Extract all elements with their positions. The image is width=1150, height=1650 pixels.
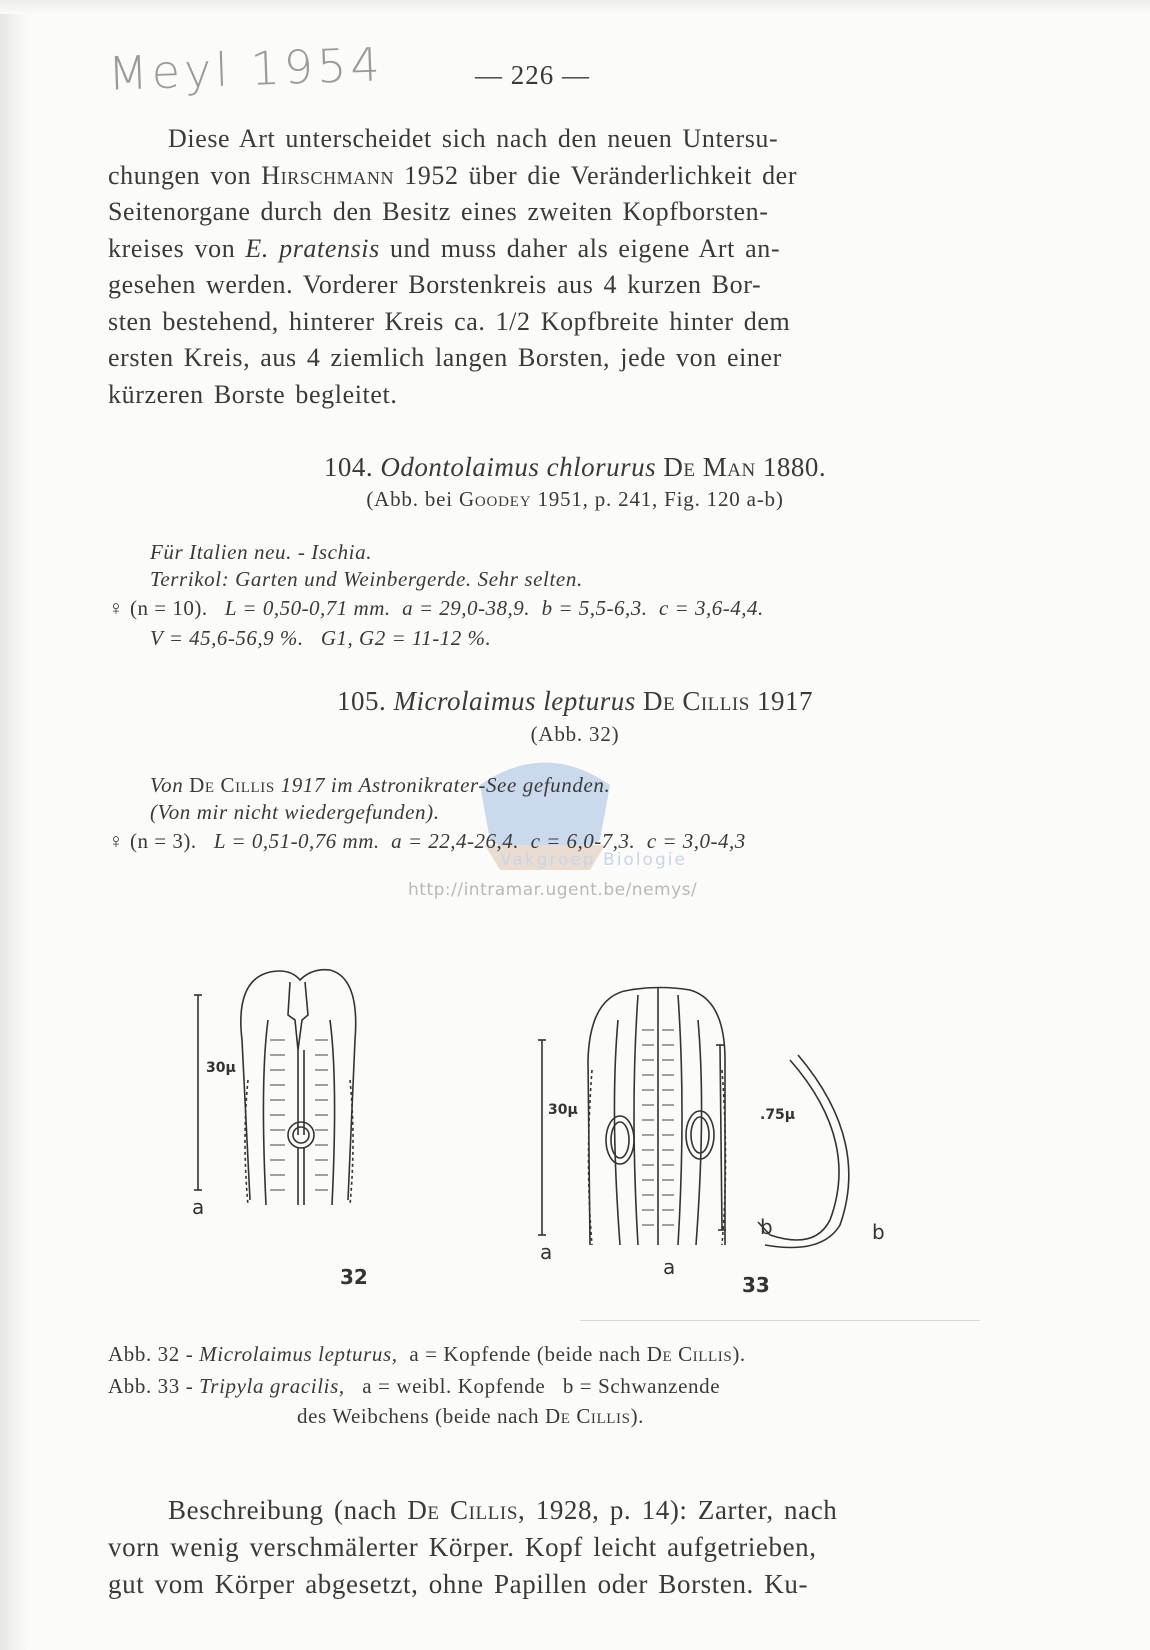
species-name: Microlaimus lepturus,: [199, 1342, 398, 1366]
figure-33-scale-b-label: .75µ: [760, 1107, 796, 1123]
author-name: De Cillis: [407, 1495, 519, 1525]
watermark-text: Vakgroep Biologie: [500, 850, 687, 870]
species-105-not-refound: (Von mir nicht wiedergefunden).: [150, 800, 440, 824]
description-paragraph: [108, 1492, 988, 1603]
species-104-heading: 104. Odontolaimus chlorurus De Man 1880.: [323, 452, 827, 482]
caption-abb-32: Abb. 32 - Microlaimus lepturus, a = Kopfende (beide nach De Cillis).: [108, 1342, 746, 1366]
head-outline: [588, 988, 725, 1246]
figure-32-number: 32: [340, 1265, 368, 1289]
scan-shadow-left: [0, 0, 28, 1650]
figure-32-scale-label: 30µ: [206, 1060, 236, 1076]
text-line: vorn wenig verschmälerter Körper. Kopf leicht aufgetrieben,: [108, 1532, 817, 1562]
figure-33-part-label-b: b: [872, 1220, 885, 1244]
figure-32-part-label: a: [192, 1195, 205, 1219]
figure-33-drawing: [530, 960, 900, 1250]
species-105-figure-ref: (Abb. 32): [530, 722, 620, 746]
text-line: ersten Kreis, aus 4 ziemlich langen Borsten, jede von einer: [108, 343, 782, 372]
species-104-locality: Für Italien neu. - Ischia.: [150, 540, 373, 564]
caption-abb-33: Abb. 33 - Tripyla gracilis, a = weibl. Kopfende b = Schwanzende: [108, 1374, 721, 1398]
text-line: gut vom Körper abgesetzt, ohne Papillen oder Borsten. Ku-: [108, 1569, 809, 1599]
figure-33-scale-a-label: 30µ: [548, 1102, 578, 1118]
author-name: De Cillis: [642, 686, 750, 716]
female-symbol: ♀: [108, 596, 125, 620]
text-line: kürzeren Borste begleitet.: [108, 379, 398, 409]
species-104-measurements-2: V = 45,6-56,9 %. G1, G2 = 11-12 %.: [150, 626, 492, 650]
text-line: Seitenorgane durch den Besitz eines zweiten Kopfborsten-: [108, 197, 769, 226]
text-line: Beschreibung (nach De Cillis, 1928, p. 14): Zarter, nach: [168, 1495, 838, 1525]
species-105-heading: 105. Microlaimus lepturus De Cillis 1917: [336, 686, 814, 716]
species-name: E. pratensis: [245, 233, 380, 263]
species-105-found: Von De Cillis 1917 im Astronikrater-See gefunden.: [150, 773, 611, 797]
species-105-measurements: ♀ (n = 3). L = 0,51-0,76 mm. a = 22,4-26,4. c = 6,0-7,3. c = 3,0-4,3: [108, 829, 746, 853]
species-name: Tripyla gracilis,: [199, 1374, 345, 1398]
figure-33-scale-a-part-label: a: [540, 1240, 553, 1264]
text-line: kreises von E. pratensis und muss daher als eigene Art an-: [108, 233, 781, 263]
species-104-reference: (Abb. bei Goodey 1951, p. 241, Fig. 120 a-b): [366, 487, 784, 511]
text-line: chungen von Hirschmann 1952 über die Veränderlichkeit der: [108, 160, 798, 190]
handwritten-annotation: Meyl 1954: [107, 37, 385, 101]
author-name: De Man: [663, 452, 756, 482]
text-line: gesehen werden. Vorderer Borstenkreis aus 4 kurzen Bor-: [108, 270, 762, 299]
watermark-url: http://intramar.ugent.be/nemys/: [408, 880, 698, 900]
intro-paragraph: [108, 121, 988, 413]
scan-artifact-line: [580, 1320, 980, 1321]
tail-outline: [765, 1055, 849, 1248]
species-name: Microlaimus lepturus: [393, 686, 636, 716]
species-104-habitat: Terrikol: Garten und Weinbergerde. Sehr selten.: [150, 567, 583, 591]
caption-abb-33-line-2: des Weibchens (beide nach De Cillis).: [297, 1404, 645, 1428]
author-name: Hirschmann: [261, 160, 395, 190]
female-symbol: ♀: [108, 829, 125, 853]
page-number: — 226 —: [475, 60, 590, 90]
scan-shadow-top: [0, 0, 1150, 14]
figure-33-scale-b-part-label: b: [760, 1215, 773, 1239]
figure-33-number: 33: [742, 1273, 770, 1297]
text-line: Diese Art unterscheidet sich nach den neuen Untersu-: [168, 124, 779, 153]
species-name: Odontolaimus chlorurus: [380, 452, 657, 482]
figure-32-drawing: [180, 960, 420, 1230]
figure-33-part-label-a: a: [663, 1255, 676, 1279]
watermark-logo: [460, 745, 630, 895]
text-line: sten bestehend, hinterer Kreis ca. 1/2 Kopfbreite hinter dem: [108, 306, 791, 336]
species-104-measurements: ♀ (n = 10). L = 0,50-0,71 mm. a = 29,0-38,9. b = 5,5-6,3. c = 3,6-4,4.: [108, 596, 764, 620]
